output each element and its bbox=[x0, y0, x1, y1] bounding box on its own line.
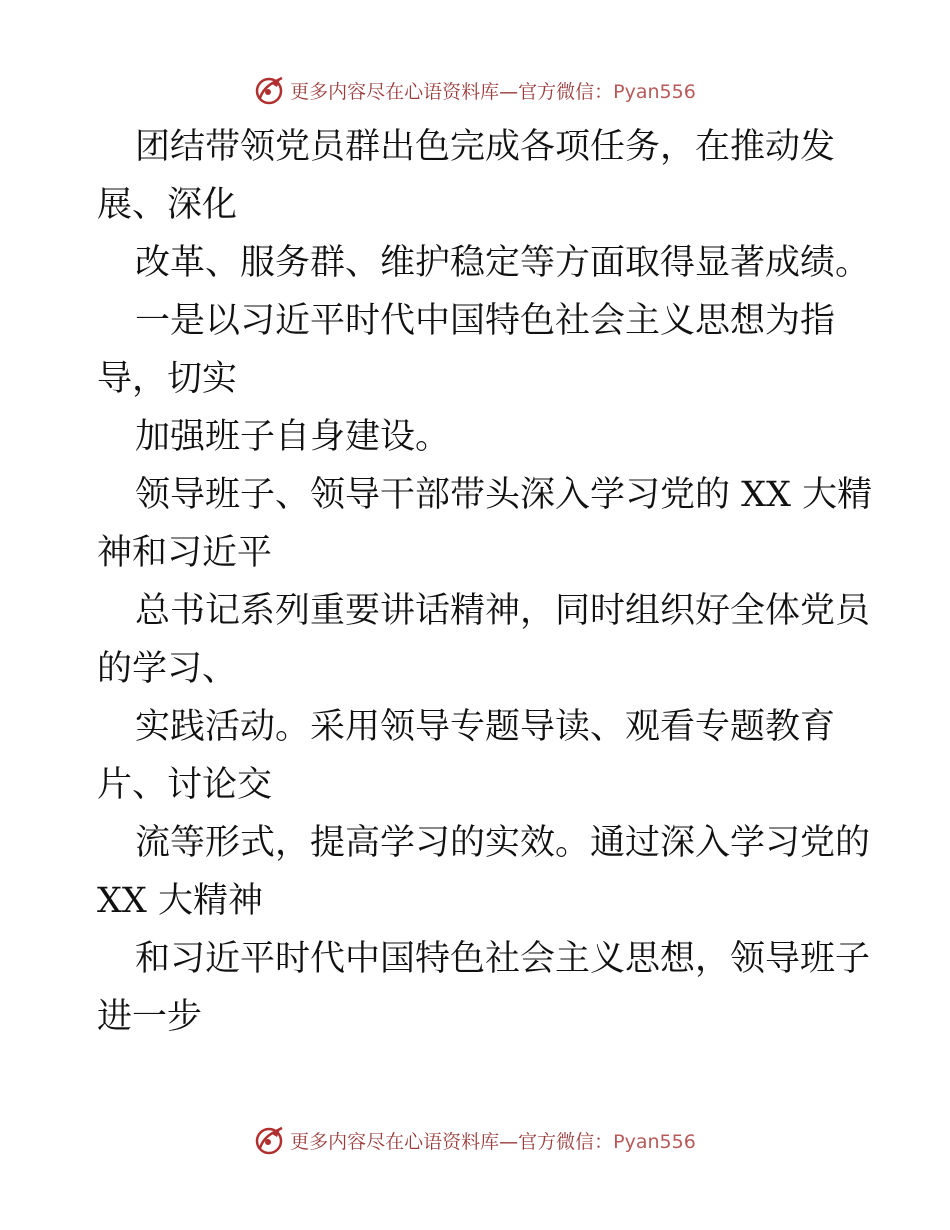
body-line: 一是以习近平时代中国特色社会主义思想为指 bbox=[135, 301, 836, 341]
footer-watermark bbox=[0, 1120, 950, 1160]
body-line: 总书记系列重要讲话精神，同时组织好全体党员 bbox=[135, 591, 871, 631]
body-line: 导，切实 bbox=[97, 359, 238, 399]
footer-wechat-handle: Pyan556 bbox=[613, 1130, 696, 1153]
header-watermark bbox=[0, 70, 950, 110]
body-line: 进一步 bbox=[97, 997, 203, 1037]
body-line: 流等形式，提高学习的实效。通过深入学习党的 bbox=[135, 823, 871, 863]
body-line: 改革、服务群、维护稳定等方面取得显著成绩。 bbox=[135, 243, 871, 283]
body-line: 领导班子、领导干部带头深入学习党的 XX 大精 bbox=[135, 475, 873, 515]
header-wechat-handle: Pyan556 bbox=[613, 80, 696, 103]
body-line: 的学习、 bbox=[97, 649, 238, 689]
footer-watermark-text: 更多内容尽在心语资料库—官方微信： bbox=[290, 1130, 614, 1153]
body-line: 神和习近平 bbox=[97, 533, 273, 573]
body-line: XX 大精神 bbox=[97, 881, 263, 921]
document-body bbox=[97, 118, 873, 1046]
body-line: 团结带领党员群出色完成各项任务，在推动发 bbox=[135, 127, 836, 167]
body-line: 和习近平时代中国特色社会主义思想，领导班子 bbox=[135, 939, 871, 979]
header-watermark-text: 更多内容尽在心语资料库—官方微信： bbox=[290, 80, 614, 103]
body-line: 片、讨论交 bbox=[97, 765, 273, 805]
body-line: 展、深化 bbox=[97, 185, 238, 225]
pen-nib-swirl-logo-icon bbox=[254, 74, 286, 106]
body-line: 实践活动。采用领导专题导读、观看专题教育 bbox=[135, 707, 836, 747]
pen-nib-swirl-logo-icon bbox=[254, 1124, 286, 1156]
body-line: 加强班子自身建设。 bbox=[135, 417, 451, 457]
